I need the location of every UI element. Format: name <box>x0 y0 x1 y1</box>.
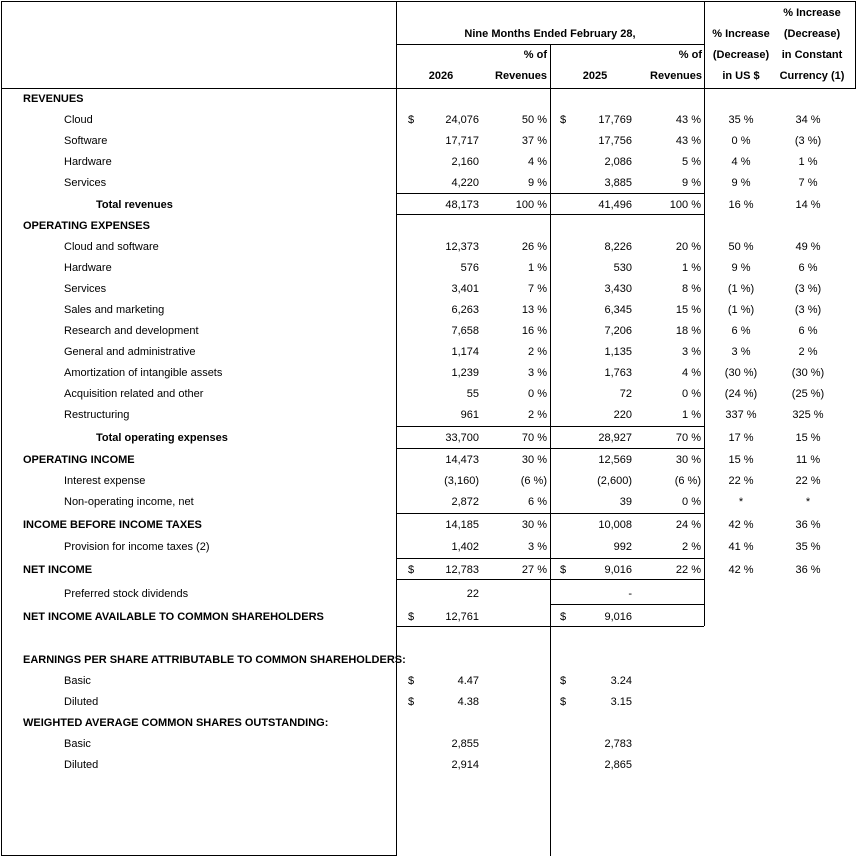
pct-change-usd: (30 %) <box>724 367 758 379</box>
pct-revenues-2026: 16 % <box>521 325 547 337</box>
pct-change-constant-currency: * <box>805 496 811 508</box>
pct-change-constant-currency: 14 % <box>795 199 821 211</box>
row-label: Provision for income taxes (2) <box>64 541 210 553</box>
pct-change-usd: 50 % <box>728 241 754 253</box>
usd-header-line-2: (Decrease) <box>712 49 770 61</box>
pct-revenues-2025: 0 % <box>682 388 701 400</box>
value-2025: 3,885 <box>604 177 632 189</box>
value-2026: 1,239 <box>451 367 479 379</box>
pct-revenues-2025: 18 % <box>675 325 701 337</box>
row-label: Preferred stock dividends <box>64 588 189 600</box>
pct-revenues-2025: 0 % <box>682 496 701 508</box>
pct-change-constant-currency: 36 % <box>795 519 821 531</box>
pct-change-constant-currency: 1 % <box>798 156 818 168</box>
row-label: Restructuring <box>64 409 130 421</box>
pct-change-constant-currency: 35 % <box>795 541 821 553</box>
value-2025: 1,135 <box>604 346 632 358</box>
row-label: Total operating expenses <box>96 432 228 444</box>
pct-revenues-2026: 13 % <box>521 304 547 316</box>
pct-change-usd: (24 %) <box>724 388 758 400</box>
pct-revenues-2026: 30 % <box>521 519 547 531</box>
pct-revenues-2025: 24 % <box>675 519 701 531</box>
value-2025: 2,086 <box>604 156 632 168</box>
value-2025: (2,600) <box>597 475 632 487</box>
value-2026: 3,401 <box>451 283 479 295</box>
pct-revenues-2025-line-1: % of <box>678 49 702 61</box>
pct-change-usd: (1 %) <box>727 283 755 295</box>
pct-revenues-2026: 26 % <box>521 241 547 253</box>
pct-revenues-2026: 6 % <box>528 496 547 508</box>
row-label: NET INCOME <box>23 564 93 576</box>
pct-change-usd: 6 % <box>731 325 751 337</box>
row-label: REVENUES <box>23 93 84 105</box>
value-2026: 961 <box>460 409 479 421</box>
value-2026: 2,914 <box>451 759 479 771</box>
row-label: Amortization of intangible assets <box>64 367 223 379</box>
row-label: Interest expense <box>64 475 146 487</box>
value-2025: 3,430 <box>604 283 632 295</box>
pct-change-constant-currency: (3 %) <box>794 304 822 316</box>
dollar-sign-2026: $ <box>408 564 415 576</box>
row-label: Cloud and software <box>64 241 159 253</box>
pct-change-constant-currency: 325 % <box>792 409 824 421</box>
value-2025: 2,783 <box>604 738 632 750</box>
pct-revenues-2025: 1 % <box>682 409 701 421</box>
value-2025: 9,016 <box>604 564 632 576</box>
value-2025: 39 <box>619 496 632 508</box>
value-2026: 33,700 <box>445 432 479 444</box>
dollar-sign-2026: $ <box>408 611 415 623</box>
value-2025: 8,226 <box>604 241 632 253</box>
pct-change-constant-currency: (3 %) <box>794 283 822 295</box>
value-2026: 7,658 <box>451 325 479 337</box>
pct-change-constant-currency: 7 % <box>798 177 818 189</box>
pct-revenues-2026: 100 % <box>515 199 547 211</box>
row-label: Acquisition related and other <box>64 388 204 400</box>
pct-change-usd: (1 %) <box>727 304 755 316</box>
pct-change-usd: 4 % <box>731 156 751 168</box>
value-2025: 17,769 <box>598 114 632 126</box>
cc-header-line-3: in Constant <box>781 49 843 61</box>
pct-revenues-2026-line-1: % of <box>523 49 547 61</box>
pct-change-usd: 16 % <box>728 199 754 211</box>
dollar-sign-2025: $ <box>560 696 567 708</box>
value-2025: 28,927 <box>598 432 632 444</box>
value-2025: 3.15 <box>610 696 632 708</box>
value-2026: 55 <box>466 388 479 400</box>
value-2025: 9,016 <box>604 611 632 623</box>
row-label: Services <box>64 283 107 295</box>
value-2026: 48,173 <box>445 199 479 211</box>
pct-revenues-2026: 70 % <box>521 432 547 444</box>
value-2026: 4.38 <box>457 696 479 708</box>
pct-revenues-2026: 9 % <box>528 177 547 189</box>
cc-header-line-2: (Decrease) <box>783 28 841 40</box>
value-2025: 12,569 <box>598 454 632 466</box>
value-2026: 14,185 <box>445 519 479 531</box>
pct-change-constant-currency: 34 % <box>795 114 821 126</box>
pct-revenues-2025: 1 % <box>682 262 701 274</box>
value-2026: 17,717 <box>445 135 479 147</box>
pct-change-usd: 35 % <box>728 114 754 126</box>
value-2025: 2,865 <box>604 759 632 771</box>
usd-header-line-1: % Increase <box>712 28 770 40</box>
pct-change-usd: 42 % <box>728 564 754 576</box>
value-2026: 22 <box>466 588 479 600</box>
pct-revenues-2025: 9 % <box>682 177 701 189</box>
pct-revenues-2025: 15 % <box>675 304 701 316</box>
pct-revenues-2025: 3 % <box>682 346 701 358</box>
pct-revenues-2025: 5 % <box>682 156 701 168</box>
pct-change-constant-currency: 36 % <box>795 564 821 576</box>
pct-change-constant-currency: (25 %) <box>791 388 825 400</box>
pct-change-usd: 337 % <box>725 409 757 421</box>
pct-change-usd: 0 % <box>731 135 751 147</box>
pct-change-constant-currency: (3 %) <box>794 135 822 147</box>
row-label: Services <box>64 177 107 189</box>
pct-change-constant-currency: 49 % <box>795 241 821 253</box>
value-2026: 12,761 <box>445 611 479 623</box>
pct-change-usd: 9 % <box>731 262 751 274</box>
pct-revenues-2026: 3 % <box>528 367 547 379</box>
year-2025-header: 2025 <box>582 70 608 82</box>
row-label: INCOME BEFORE INCOME TAXES <box>23 519 202 531</box>
pct-revenues-2025: 100 % <box>669 199 701 211</box>
pct-revenues-2026: 37 % <box>521 135 547 147</box>
pct-change-usd: 42 % <box>728 519 754 531</box>
row-label: NET INCOME AVAILABLE TO COMMON SHAREHOLDERS <box>23 611 324 623</box>
row-label: Basic <box>64 738 91 750</box>
pct-change-constant-currency: 11 % <box>795 454 821 466</box>
value-2025: 6,345 <box>604 304 632 316</box>
row-label: OPERATING EXPENSES <box>23 220 150 232</box>
row-label: General and administrative <box>64 346 196 358</box>
year-2026-header: 2026 <box>428 70 454 82</box>
pct-revenues-2026: 30 % <box>521 454 547 466</box>
row-label: WEIGHTED AVERAGE COMMON SHARES OUTSTANDING: <box>23 717 329 729</box>
period-title: Nine Months Ended February 28, <box>464 28 636 40</box>
pct-revenues-2025: (6 %) <box>674 475 701 487</box>
cc-header-line-1: % Increase <box>783 7 841 19</box>
pct-revenues-2025: 43 % <box>675 135 701 147</box>
pct-revenues-2026-line-2: Revenues <box>495 70 547 82</box>
value-2025: 3.24 <box>610 675 632 687</box>
pct-revenues-2026: 1 % <box>528 262 547 274</box>
pct-revenues-2025: 70 % <box>675 432 701 444</box>
pct-change-constant-currency: (30 %) <box>791 367 825 379</box>
row-label: Diluted <box>64 759 99 771</box>
value-2026: 4,220 <box>451 177 479 189</box>
value-2025: 1,763 <box>604 367 632 379</box>
pct-revenues-2026: 4 % <box>528 156 547 168</box>
row-label: Software <box>64 135 108 147</box>
pct-change-usd: 3 % <box>731 346 751 358</box>
pct-revenues-2025: 22 % <box>675 564 701 576</box>
pct-revenues-2026: 2 % <box>528 346 547 358</box>
row-label: Cloud <box>64 114 93 126</box>
pct-revenues-2026: 3 % <box>528 541 547 553</box>
pct-revenues-2025: 20 % <box>675 241 701 253</box>
row-label: EARNINGS PER SHARE ATTRIBUTABLE TO COMMON SHAREHOLDERS: <box>23 654 406 666</box>
pct-revenues-2025: 2 % <box>682 541 701 553</box>
pct-change-usd: 17 % <box>728 432 754 444</box>
cc-header-line-4: Currency (1) <box>779 70 845 82</box>
value-2025: - <box>628 588 632 600</box>
pct-revenues-2025: 43 % <box>675 114 701 126</box>
value-2026: (3,160) <box>444 475 479 487</box>
value-2026: 12,373 <box>445 241 479 253</box>
value-2026: 2,160 <box>451 156 479 168</box>
value-2026: 1,174 <box>451 346 479 358</box>
dollar-sign-2026: $ <box>408 696 415 708</box>
row-label: Total revenues <box>96 199 173 211</box>
pct-change-usd: 41 % <box>728 541 754 553</box>
value-2026: 6,263 <box>451 304 479 316</box>
dollar-sign-2026: $ <box>408 675 415 687</box>
dollar-sign-2025: $ <box>560 564 567 576</box>
value-2026: 12,783 <box>445 564 479 576</box>
pct-revenues-2025: 4 % <box>682 367 701 379</box>
row-label: OPERATING INCOME <box>23 454 135 466</box>
row-label: Hardware <box>64 262 112 274</box>
row-label: Research and development <box>64 325 199 337</box>
value-2025: 992 <box>613 541 632 553</box>
dollar-sign-2025: $ <box>560 611 567 623</box>
value-2025: 72 <box>619 388 632 400</box>
pct-change-usd: 15 % <box>728 454 754 466</box>
value-2026: 2,855 <box>451 738 479 750</box>
pct-change-constant-currency: 22 % <box>795 475 821 487</box>
value-2025: 17,756 <box>598 135 632 147</box>
value-2025: 7,206 <box>604 325 632 337</box>
pct-change-usd: 9 % <box>731 177 751 189</box>
value-2025: 41,496 <box>598 199 632 211</box>
dollar-sign-2025: $ <box>560 675 567 687</box>
pct-change-constant-currency: 2 % <box>798 346 818 358</box>
dollar-sign-2025: $ <box>560 114 567 126</box>
pct-change-usd: 22 % <box>728 475 754 487</box>
value-2026: 24,076 <box>445 114 479 126</box>
row-label: Hardware <box>64 156 112 168</box>
value-2026: 1,402 <box>451 541 479 553</box>
pct-change-constant-currency: 6 % <box>798 262 818 274</box>
value-2026: 14,473 <box>445 454 479 466</box>
pct-revenues-2025: 8 % <box>682 283 701 295</box>
pct-revenues-2026: 0 % <box>528 388 547 400</box>
pct-change-constant-currency: 6 % <box>798 325 818 337</box>
pct-revenues-2026: 50 % <box>521 114 547 126</box>
pct-revenues-2025: 30 % <box>675 454 701 466</box>
pct-revenues-2026: 7 % <box>528 283 547 295</box>
pct-change-usd: * <box>738 496 744 508</box>
row-label: Diluted <box>64 696 99 708</box>
value-2026: 4.47 <box>457 675 479 687</box>
row-label: Non-operating income, net <box>64 496 194 508</box>
pct-change-constant-currency: 15 % <box>795 432 821 444</box>
value-2025: 10,008 <box>598 519 632 531</box>
pct-revenues-2026: (6 %) <box>520 475 547 487</box>
value-2026: 576 <box>460 262 479 274</box>
value-2025: 530 <box>613 262 632 274</box>
value-2025: 220 <box>613 409 632 421</box>
dollar-sign-2026: $ <box>408 114 415 126</box>
usd-header-line-3: in US $ <box>722 70 760 82</box>
pct-revenues-2025-line-2: Revenues <box>650 70 702 82</box>
pct-revenues-2026: 2 % <box>528 409 547 421</box>
value-2026: 2,872 <box>451 496 479 508</box>
row-label: Basic <box>64 675 91 687</box>
pct-revenues-2026: 27 % <box>521 564 547 576</box>
row-label: Sales and marketing <box>64 304 165 316</box>
